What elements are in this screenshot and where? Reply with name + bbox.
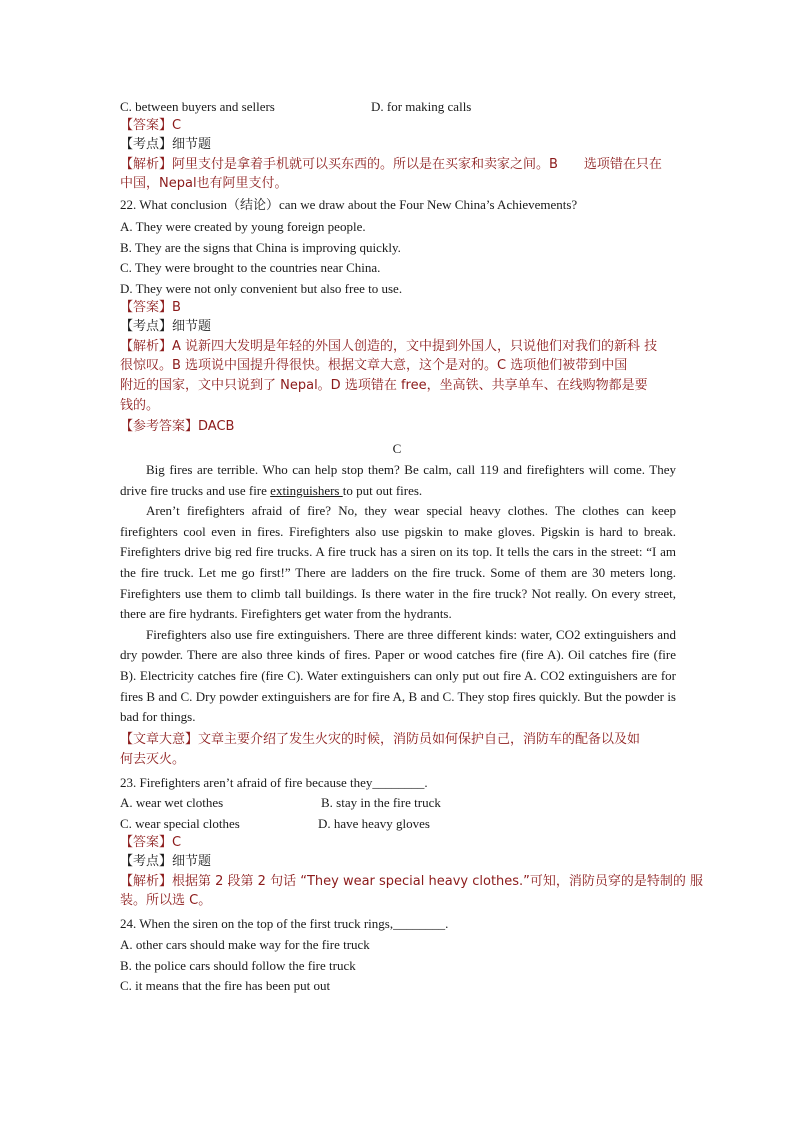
q22-analysis-line-3: 附近的国家，文中只说到了 Nepal。D 选项错在 free，坐高铁、共享单车、在线购物都是要 — [120, 378, 648, 393]
q21-option-d: D. for making calls — [371, 99, 472, 114]
q21-option-c: C. between buyers and sellers — [120, 99, 275, 114]
q22-point: 【考点】细节题 — [120, 319, 212, 334]
q23-option-b: B. stay in the fire truck — [321, 795, 441, 810]
q23-option-d: D. have heavy gloves — [318, 816, 430, 831]
q22-option-d: D. They were not only convenient but also free to use. — [120, 281, 403, 296]
passage-label: C — [392, 441, 402, 456]
q23-analysis-line-2: 装。所以选 C。 — [120, 893, 212, 908]
q24-option-c: C. it means that the fire has been put out — [120, 978, 331, 993]
passage-paragraph-2: Aren’t firefighters afraid of fire? No, they wear special heavy clothes. The clothes can keep firefighters cool even in fires. Firefighters also use pigskin to make gloves. Pigskin is hard to break. Firefighters drive big red fire trucks. A fire truck has a siren on its top. It tells the cars in the street: “I am the fire truck. Let me go first!” There are ladders on the fire truck. Some of them are 30 meters long. Firefighters use them to climb tall buildings. Is there water in the fire truck? Not really. On every street, there are fire hydrants. Firefighters get water from the hydrants. — [120, 503, 676, 622]
q21-analysis-line-1: 【解析】阿里支付是拿着手机就可以买东西的。所以是在买家和卖家之间。B 选项错在只在 — [120, 157, 662, 172]
q23-point: 【考点】细节题 — [120, 854, 212, 869]
q22-option-c: C. They were brought to the countries near China. — [120, 260, 381, 275]
q22-answer: 【答案】B — [120, 300, 181, 315]
main-idea-line-1: 【文章大意】文章主要介绍了发生火灾的时候，消防员如何保护自己，消防车的配备以及如 — [120, 732, 641, 747]
q21-point: 【考点】细节题 — [120, 137, 212, 152]
q23-option-c: C. wear special clothes — [120, 816, 240, 831]
q22-analysis-line-4: 钱的。 — [120, 398, 160, 413]
passage-body — [120, 460, 676, 728]
q22-reference-answer: 【参考答案】DACB — [120, 419, 235, 434]
q22-option-b: B. They are the signs that China is improving quickly. — [120, 240, 401, 255]
q24-option-a: A. other cars should make way for the fire truck — [120, 937, 370, 952]
main-idea-line-2: 何去灭火。 — [120, 752, 186, 767]
q23-analysis-line-1: 【解析】根据第 2 段第 2 句话 “They wear special heavy clothes.”可知，消防员穿的是特制的 服 — [120, 874, 704, 889]
q22-analysis-line-1: 【解析】A 说新四大发明是年轻的外国人创造的，文中提到外国人，只说他们对我们的新科 技 — [120, 339, 658, 354]
q23-option-a: A. wear wet clothes — [120, 795, 224, 810]
q21-answer: 【答案】C — [120, 118, 182, 133]
q23-answer: 【答案】C — [120, 835, 182, 850]
q24-question: 24. When the siren on the top of the first truck rings,________. — [120, 916, 449, 931]
q24-option-b: B. the police cars should follow the fire truck — [120, 958, 356, 973]
q22-option-a: A. They were created by young foreign people. — [120, 219, 366, 234]
q21-analysis-line-2: 中国，Nepal也有阿里支付。 — [120, 176, 288, 191]
q23-question: 23. Firefighters aren’t afraid of fire because they________. — [120, 775, 428, 790]
q22-analysis-line-2: 很惊叹。B 选项说中国提升得很快。根据文章大意，这个是对的。C 选项他们被带到中国 — [120, 358, 628, 373]
passage-paragraph-1: Big fires are terrible. Who can help stop them? Be calm, call 119 and firefighters will come. They drive fire trucks and use fire extinguishers to put out fires. — [120, 462, 676, 498]
q22-question: 22. What conclusion（结论）can we draw about the Four New China’s Achievements? — [120, 197, 578, 212]
passage-paragraph-3: Firefighters also use fire extinguishers. There are three different kinds: water, CO2 extinguishers and dry powder. There are also three kinds of fires. Paper or wood catches fire (fire A). Oil catches fire (fire B). Electricity catches fire (fire C). Water extinguishers can only put out fire A. CO2 extinguishers are for fires B and C. Dry powder extinguishers are for fire A, B and C. They stop fires quickly. But the powder is bad for things. — [120, 626, 676, 725]
